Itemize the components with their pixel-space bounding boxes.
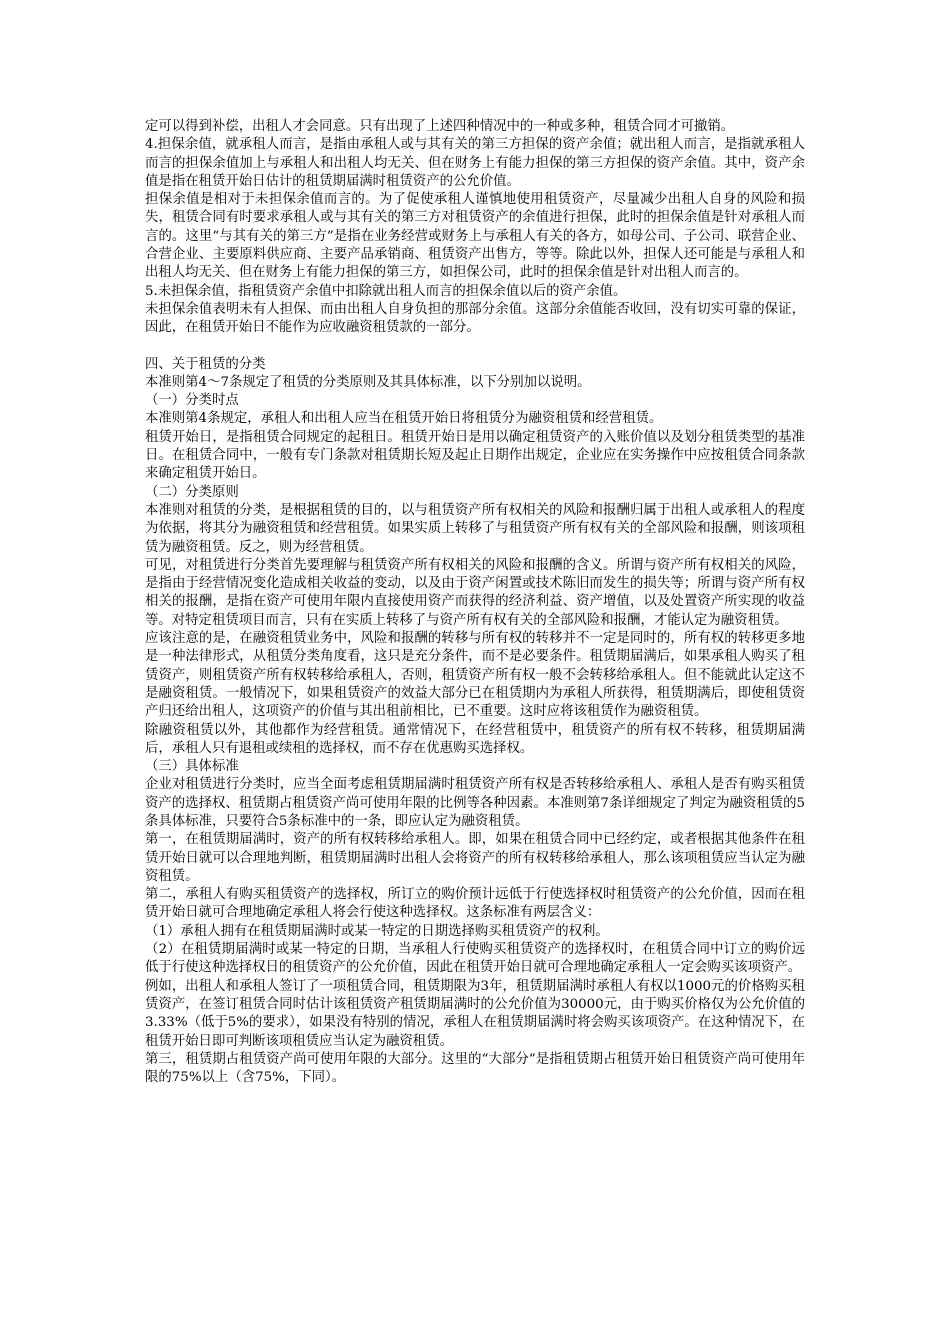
paragraph: 除融资租赁以外，其他都作为经营租赁。通常情况下，在经营租赁中，租赁资产的所有权不转移，租赁期届满后，承租人只有退租或续租的选择权，而不存在优惠购买选择权。: [145, 722, 805, 756]
subsection-heading: （二）分类原则: [145, 484, 239, 500]
document-page: [145, 118, 805, 1087]
list-item: （1）承租人拥有在租赁期届满时或某一特定的日期选择购买租赁资产的权利。: [145, 923, 609, 939]
paragraph: 可见，对租赁进行分类首先要理解与租赁资产所有权相关的风险和报酬的含义。所谓与资产所有权相关的风险，是指由于经营情况变化造成相关收益的变动，以及由于资产闲置或技术陈旧而发生的损失等；所谓与资产所有权相关的报酬，是指在资产可使用年限内直接使用资产而获得的经济利益、资产增值，以及处置资产所实现的收益等。对特定租赁项目而言，只有在实质上转移了与资产所有权有关的全部风险和报酬，才能认定为融资租赁。: [145, 557, 805, 628]
paragraph-unguaranteed-residual-value: 5.未担保余值，指租赁资产余值中扣除就出租人而言的担保余值以后的资产余值。: [145, 283, 627, 299]
paragraph: 本准则对租赁的分类，是根据租赁的目的，以与租赁资产所有权相关的风险和报酬归属于出租人或承租人的程度为依据，将其分为融资租赁和经营租赁。如果实质上转移了与租赁资产所有权有关的全部风险和报酬，则该项租赁为融资租赁。反之，则为经营租赁。: [145, 502, 805, 555]
paragraph: 定可以得到补偿，出租人才会同意。只有出现了上述四种情况中的一种或多种，租赁合同才可撤销。: [145, 119, 735, 134]
paragraph: 第三，租赁期占租赁资产尚可使用年限的大部分。这里的“大部分”是指租赁期占租赁开始日租赁资产尚可使用年限的75%以上（含75%，下同）。: [145, 1051, 805, 1086]
paragraph: 第一，在租赁期届满时，资产的所有权转移给承租人。即，如果在租赁合同中已经约定，或者根据其他条件在租赁开始日就可以合理地判断，租赁期届满时出租人会将资产的所有权转移给承租人，那么该项租赁应当认定为融资租赁。: [145, 832, 805, 884]
paragraph: 本准则第4条规定，承租人和出租人应当在租赁开始日将租赁分为融资租赁和经营租赁。: [145, 411, 663, 427]
section-heading: 四、关于租赁的分类: [145, 356, 266, 372]
paragraph: 本准则第4～7条规定了租赁的分类原则及其具体标准，以下分别加以说明。: [145, 374, 591, 390]
subsection-heading: （一）分类时点: [145, 393, 239, 409]
paragraph: 企业对租赁进行分类时，应当全面考虑租赁期届满时租赁资产所有权是否转移给承租人、承租人是否有购买租赁资产的选择权、租赁期占租赁资产尚可使用年限的比例等各种因素。本准则第7条详细规定了判定为融资租赁的5条具体标准，只要符合5条标准中的一条，即应认定为融资租赁。: [145, 777, 805, 829]
subsection-heading: （三）具体标准: [145, 759, 239, 775]
blank-line: [145, 338, 805, 356]
paragraph: 未担保余值表明未有人担保、而由出租人自身负担的那部分余值。这部分余值能否收回，没有切实可靠的保证，因此，在租赁开始日不能作为应收融资租赁款的一部分。: [145, 301, 805, 336]
paragraph: 应该注意的是，在融资租赁业务中，风险和报酬的转移与所有权的转移并不一定是同时的，所有权的转移更多地是一种法律形式，从租赁分类角度看，这只是充分条件，而不是必要条件。租赁期届满后，如果承租人购买了租赁资产，则租赁资产所有权转移给承租人，否则，租赁资产所有权一般不会转移给承租人。但不能就此认定这不是融资租赁。一般情况下，如果租赁资产的效益大部分已在租赁期内为承租人所获得，租赁期满后，即使租赁资产归还给出租人，这项资产的价值与其出租前相比，已不重要。这时应将该租赁作为融资租赁。: [145, 631, 805, 720]
paragraph-guaranteed-residual-value: 4.担保余值，就承租人而言，是指由承租人或与其有关的第三方担保的资产余值；就出租人而言，是指就承租人而言的担保余值加上与承租人和出租人均无关、但在财务上有能力担保的第三方担保的资产余值。其中，资产余值是指在租赁开始日估计的租赁期届满时租赁资产的公允价值。: [145, 137, 805, 189]
paragraph: 租赁开始日，是指租赁合同规定的起租日。租赁开始日是用以确定租赁资产的入账价值以及划分租赁类型的基准日。在租赁合同中，一般有专门条款对租赁期长短及起止日期作出规定，企业应在实务操作中应按租赁合同条款来确定租赁开始日。: [145, 429, 805, 482]
paragraph-example: 例如，出租人和承租人签订了一项租赁合同，租赁期限为3年，租赁期届满时承租人有权以1000元的价格购买租赁资产，在签订租赁合同时估计该租赁资产租赁期届满时的公允价值为30000元，由于购买价格仅为公允价值的3.33%（低于5%的要求），如果没有特别的情况，承租人在租赁期届满时将会购买该项资产。在这种情况下，在租赁开始日即可判断该项租赁应当认定为融资租赁。: [145, 978, 805, 1049]
paragraph: 担保余值是相对于未担保余值而言的。为了促使承租人谨慎地使用租赁资产，尽量减少出租人自身的风险和损失，租赁合同有时要求承租人或与其有关的第三方对租赁资产的余值进行担保，此时的担保余值是针对承租人而言的。这里“与其有关的第三方”是指在业务经营或财务上与承租人有关的各方，如母公司、子公司、联营企业、合营企业、主要原料供应商、主要产品承销商、租赁资产出售方，等等。除此以外，担保人还可能是与承租人和出租人均无关、但在财务上有能力担保的第三方，如担保公司，此时的担保余值是针对出租人而言的。: [145, 192, 805, 281]
list-item: （2）在租赁期届满时或某一特定的日期，当承租人行使购买租赁资产的选择权时，在租赁合同中订立的购价远低于行使这种选择权日的租赁资产的公允价值，因此在租赁开始日就可合理地确定承租人一定会购买该项资产。: [145, 942, 805, 976]
paragraph: 第二，承租人有购买租赁资产的选择权，所订立的购价预计远低于行使选择权时租赁资产的公允价值，因而在租赁开始日就可合理地确定承租人将会行使这种选择权。这条标准有两层含义：: [145, 887, 805, 921]
